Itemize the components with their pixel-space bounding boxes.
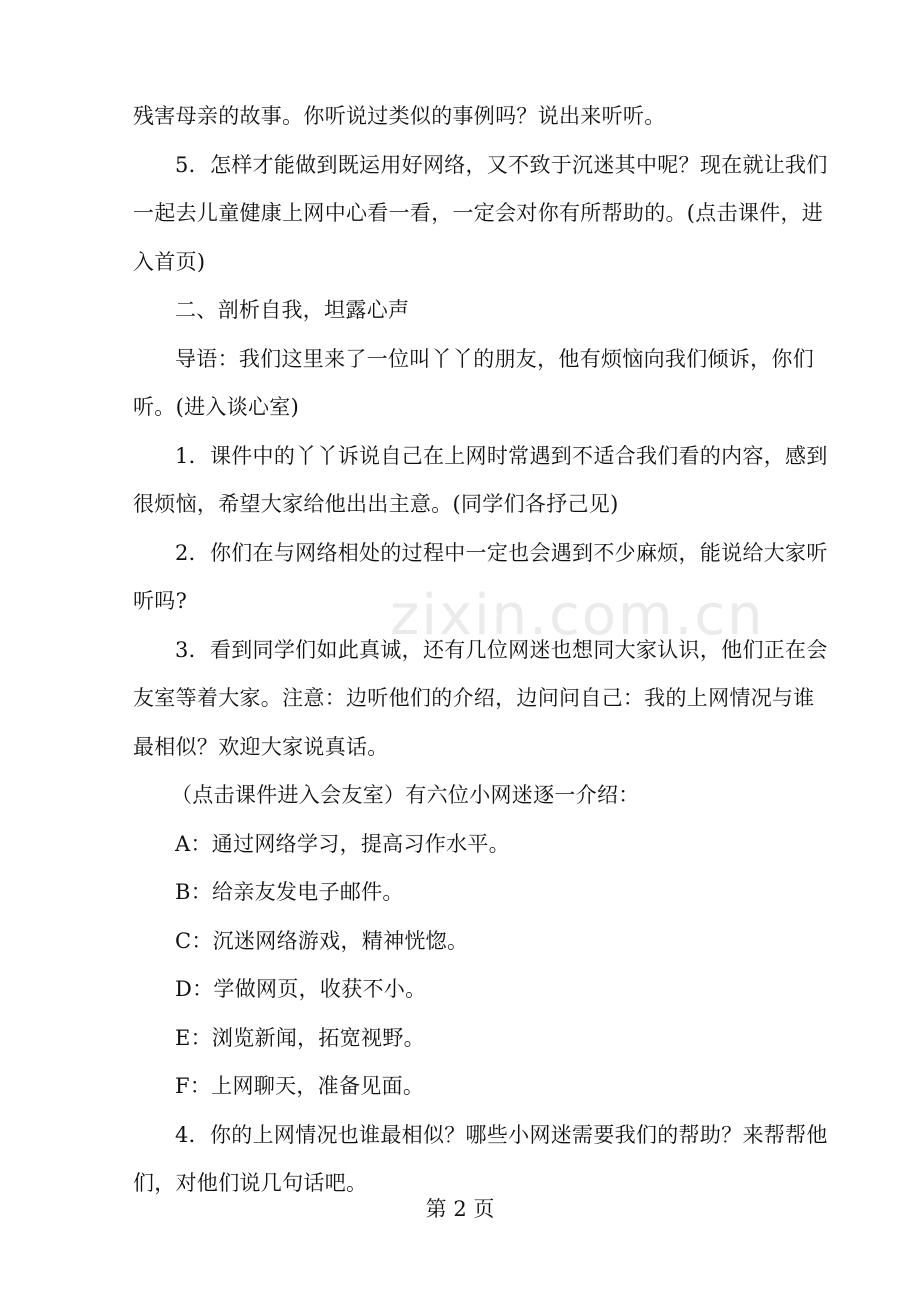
paragraph-line: （点击课件进入会友室）有六位小网迷逐一介绍： [171, 783, 640, 807]
paragraph-line: 2．你们在与网络相处的过程中一定也会遇到不少麻烦，能说给大家听 [175, 540, 828, 565]
paragraph-line: 很烦恼，希望大家给他出出主意。(同学们各抒己见) [133, 492, 619, 516]
paragraph-line: 导语：我们这里来了一位叫丫丫的朋友，他有烦恼向我们倾诉，你们 [175, 346, 814, 371]
paragraph-line: 听吗? [133, 589, 188, 613]
paragraph-line: 5．怎样才能做到既运用好网络，又不致于沉迷其中呢？现在就让我们 [175, 152, 828, 177]
list-item: A：通过网络学习，提高习作水平。 [175, 831, 510, 856]
list-item: B：给亲友发电子邮件。 [175, 880, 404, 904]
list-item: D：学做网页，收获不小。 [175, 977, 427, 1001]
paragraph-line: 残害母亲的故事。你听说过类似的事例吗？说出来听听。 [133, 104, 666, 128]
page-number: 第 2 页 [425, 1197, 495, 1221]
paragraph-line: 听。(进入谈心室) [133, 395, 300, 419]
paragraph-line: 最相似？欢迎大家说真话。 [133, 734, 389, 759]
paragraph-line: 一起去儿童健康上网中心看一看，一定会对你有所帮助的。(点击课件，进 [133, 201, 824, 225]
watermark: zixin.com.cn [390, 583, 765, 648]
paragraph-line: 入首页) [133, 249, 206, 274]
paragraph-line: 1．课件中的丫丫诉说自己在上网时常遇到不适合我们看的内容，感到 [175, 443, 828, 468]
paragraph-line: 们，对他们说几句话吧。 [133, 1171, 368, 1195]
paragraph-line: 友室等着大家。注意：边听他们的介绍，边问问自己：我的上网情况与谁 [133, 686, 815, 710]
list-item: E：浏览新闻，拓宽视野。 [175, 1025, 425, 1050]
paragraph-line: 3．看到同学们如此真诚，还有几位网迷也想同大家认识，他们正在会 [175, 637, 828, 662]
document-body [133, 92, 833, 1208]
paragraph-line: 4．你的上网情况也谁最相似？哪些小网迷需要我们的帮助？来帮帮他 [175, 1122, 828, 1147]
list-item: C：沉迷网络游戏，精神恍惚。 [175, 928, 469, 953]
list-item: F：上网聊天，准备见面。 [175, 1074, 425, 1098]
section-heading: 二、剖析自我，坦露心声 [175, 298, 410, 322]
